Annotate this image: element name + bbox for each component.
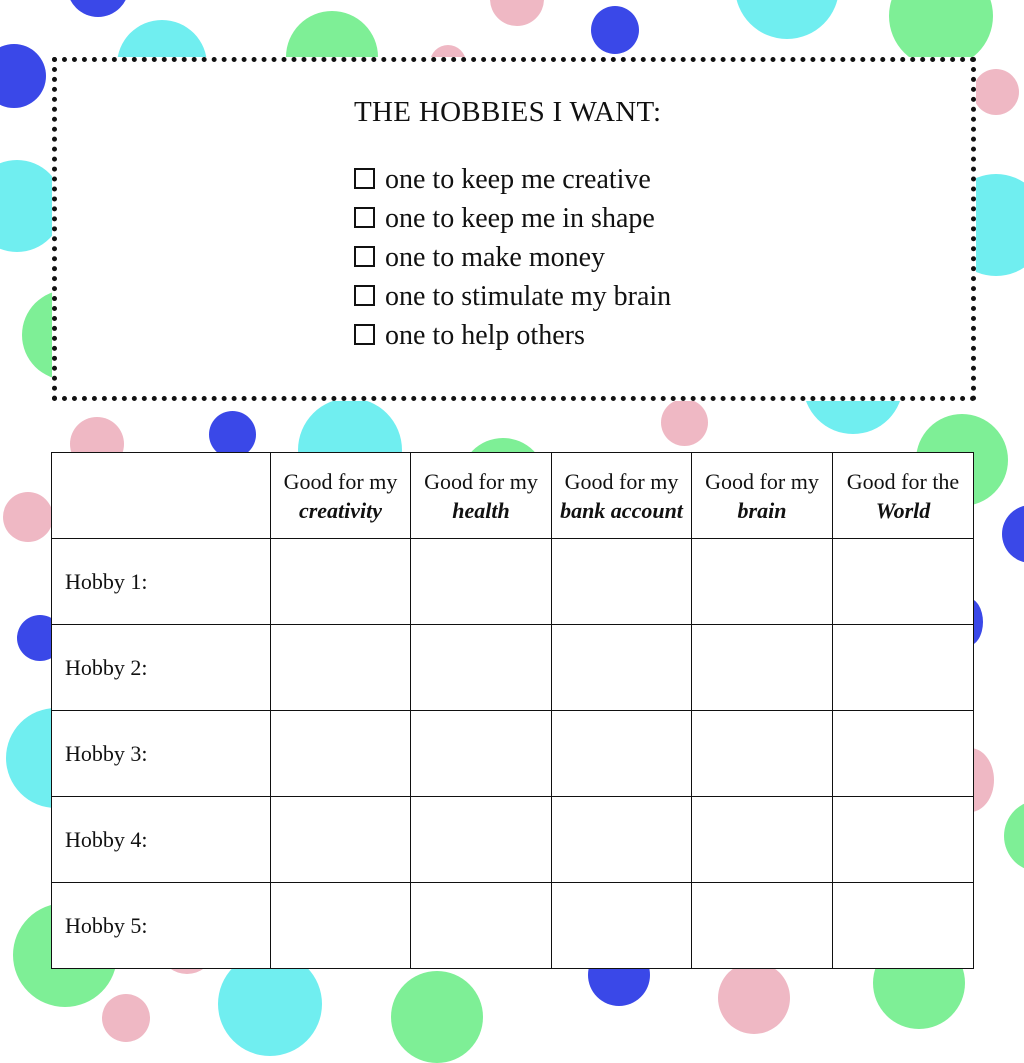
checkbox-icon[interactable] — [354, 246, 375, 267]
table-cell[interactable] — [833, 711, 974, 797]
table-cell[interactable] — [552, 539, 692, 625]
table-cell[interactable] — [411, 711, 552, 797]
table-cell[interactable] — [271, 625, 411, 711]
table-cell[interactable] — [833, 797, 974, 883]
checkbox-icon[interactable] — [354, 324, 375, 345]
column-header-line2: World — [875, 497, 931, 523]
table-cell[interactable] — [692, 625, 833, 711]
column-header-health — [411, 453, 552, 539]
checkbox-icon[interactable] — [354, 168, 375, 189]
goals-checklist — [354, 160, 671, 355]
goal-item-label: one to make money — [385, 242, 606, 273]
goals-title: THE HOBBIES I WANT: — [354, 96, 662, 128]
table-row — [52, 711, 974, 797]
table-cell[interactable] — [692, 539, 833, 625]
table-cell[interactable] — [411, 539, 552, 625]
table-cell[interactable] — [271, 539, 411, 625]
background-dot — [67, 0, 129, 17]
background-dot — [591, 6, 639, 54]
column-header-line1: Good for my — [705, 468, 819, 494]
background-dot — [1004, 800, 1024, 872]
table-header-row — [52, 453, 974, 539]
background-dot — [973, 69, 1019, 115]
goal-item — [354, 160, 671, 199]
goal-item — [354, 199, 671, 238]
goal-item-label: one to keep me creative — [385, 164, 651, 195]
table-cell[interactable] — [692, 711, 833, 797]
checkbox-icon[interactable] — [354, 207, 375, 228]
table-cell[interactable] — [552, 711, 692, 797]
row-label: Hobby 4: — [52, 797, 271, 883]
column-header-line2: bank account — [560, 497, 683, 523]
goal-item — [354, 277, 671, 316]
table-cell[interactable] — [271, 883, 411, 969]
table-cell[interactable] — [552, 625, 692, 711]
table-cell[interactable] — [552, 797, 692, 883]
table-row — [52, 625, 974, 711]
table-cell[interactable] — [411, 625, 552, 711]
background-dot — [3, 492, 53, 542]
column-header-line1: Good for my — [283, 468, 398, 494]
table-row — [52, 539, 974, 625]
goal-item-label: one to stimulate my brain — [385, 281, 672, 312]
table-cell[interactable] — [833, 883, 974, 969]
table-cell[interactable] — [833, 625, 974, 711]
column-header-creativity — [271, 453, 411, 539]
background-dot — [490, 0, 544, 26]
row-label: Hobby 2: — [52, 625, 271, 711]
background-dot — [209, 411, 256, 458]
table-cell[interactable] — [271, 711, 411, 797]
checkbox-icon[interactable] — [354, 285, 375, 306]
table-cell[interactable] — [833, 539, 974, 625]
goal-item-label: one to help others — [385, 320, 585, 351]
background-dot — [735, 0, 839, 39]
column-header-line1: Good for my — [564, 468, 679, 494]
background-dot — [718, 962, 790, 1034]
row-label: Hobby 1: — [52, 539, 271, 625]
column-header-brain — [692, 453, 833, 539]
column-header-line2: health — [452, 497, 510, 523]
background-dot — [1002, 505, 1024, 563]
background-dot — [0, 44, 46, 108]
column-header-line2: creativity — [298, 497, 383, 523]
hobby-evaluation-table — [51, 452, 974, 969]
background-dot — [661, 399, 708, 446]
corner-cell — [52, 453, 271, 539]
table-cell[interactable] — [411, 797, 552, 883]
table-row — [52, 797, 974, 883]
table-row — [52, 883, 974, 969]
column-header-bank-account — [552, 453, 692, 539]
row-label: Hobby 3: — [52, 711, 271, 797]
hobby-goals-box — [52, 57, 976, 401]
table-cell[interactable] — [271, 797, 411, 883]
table-cell[interactable] — [692, 883, 833, 969]
goal-item — [354, 238, 671, 277]
row-label: Hobby 5: — [52, 883, 271, 969]
table-cell[interactable] — [552, 883, 692, 969]
background-dot — [102, 994, 150, 1042]
goal-item — [354, 316, 671, 355]
table-cell[interactable] — [692, 797, 833, 883]
column-header-world — [833, 453, 974, 539]
column-header-line1: Good for the — [846, 468, 960, 494]
column-header-line1: Good for my — [424, 468, 538, 494]
goal-item-label: one to keep me in shape — [385, 203, 655, 234]
column-header-line2: brain — [737, 497, 787, 523]
background-dot — [391, 971, 483, 1063]
table-cell[interactable] — [411, 883, 552, 969]
